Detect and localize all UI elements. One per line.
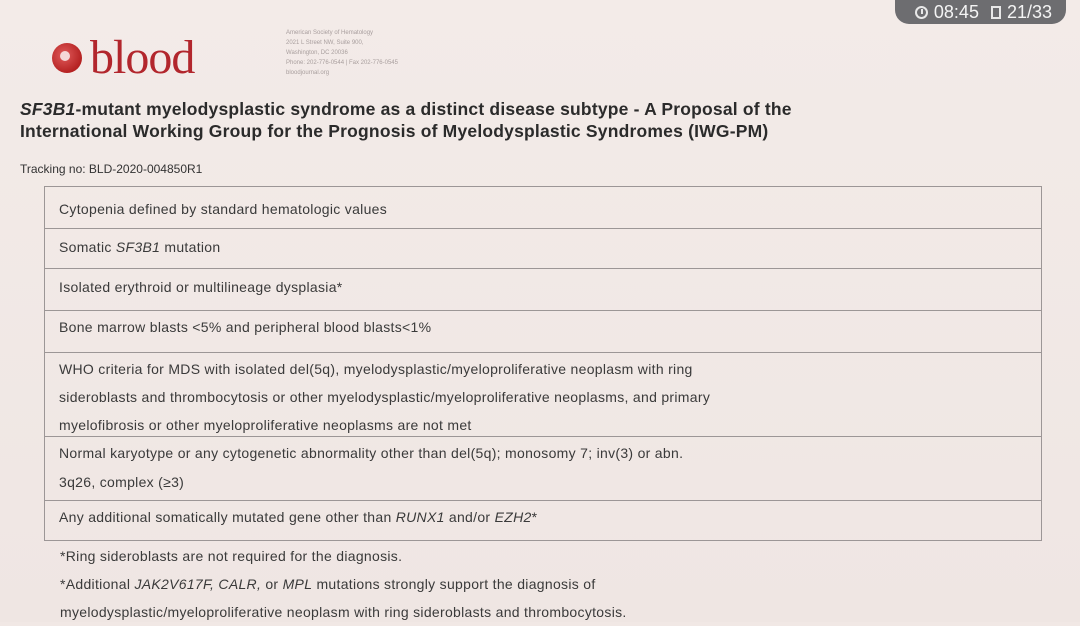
blood-journal-logo (52, 31, 195, 84)
publisher-line: 2021 L Street NW, Suite 900, (286, 40, 364, 46)
criterion-text: Isolated erythroid or multilineage dysplasia* (59, 279, 343, 295)
table-row (44, 311, 1042, 353)
publisher-line: bloodjournal.org (286, 70, 330, 76)
gene-name: JAK2V617F, CALR, (134, 576, 262, 592)
clock-icon (915, 6, 928, 19)
criterion-text: Cytopenia defined by standard hematologic values (59, 201, 388, 217)
footnote: *Ring sideroblasts are not required for the diagnosis. (60, 548, 403, 564)
table-row (44, 269, 1042, 311)
page-counter: 21/33 (1006, 1, 1052, 22)
footnote-text: or (261, 576, 283, 592)
criterion-text: myelofibrosis or other myeloproliferative neoplasms are not met (59, 417, 472, 433)
table-row (44, 353, 1042, 437)
criterion-text: WHO criteria for MDS with isolated del(5q), myelodysplastic/myeloproliferative neoplasm with ring (59, 361, 693, 377)
footnote-text: mutations strongly support the diagnosis of (312, 576, 596, 592)
gene-name: EZH2 (494, 509, 532, 525)
page-icon (991, 6, 1001, 19)
table-row (44, 501, 1042, 541)
table-row (44, 437, 1042, 501)
criterion-text: Any additional somatically mutated gene other than (59, 509, 396, 525)
table-row (44, 187, 1042, 229)
criterion-text: * (531, 509, 538, 525)
footnote-text: *Additional (60, 576, 135, 592)
criterion-text: 3q26, complex (≥3) (59, 474, 185, 490)
publisher-line: Washington, DC 20036 (286, 50, 348, 56)
title-line2: International Working Group for the Prognosis of Myelodysplastic Syndromes (IWG-PM) (20, 121, 769, 141)
footnotes (60, 542, 1020, 626)
criterion-text: and/or (444, 509, 495, 525)
publisher-line: American Society of Hematology (286, 30, 374, 36)
gene-name: RUNX1 (395, 509, 445, 525)
criterion-text: Normal karyotype or any cytogenetic abnormality other than del(5q); monosomy 7; inv(3) or abn. (59, 445, 684, 461)
gene-name: MPL (282, 576, 313, 592)
elapsed-time: 08:45 (933, 1, 979, 22)
publisher-line: Phone: 202-776-0544 | Fax 202-776-0545 (286, 60, 398, 66)
criterion-text: Somatic (59, 239, 116, 255)
tracking-number: Tracking no: BLD-2020-004850R1 (20, 162, 203, 176)
title-line1: -mutant myelodysplastic syndrome as a distinct disease subtype - A Proposal of the (75, 99, 792, 119)
blood-drop-icon (52, 43, 82, 73)
criterion-text: sideroblasts and thrombocytosis or other myelodysplastic/myeloproliferative neoplasms, and primary (59, 389, 711, 405)
logo-text: blood (90, 31, 195, 84)
document-title (20, 98, 1070, 142)
table-row (44, 229, 1042, 269)
footnote (60, 570, 1020, 598)
criterion-text: mutation (160, 239, 221, 255)
title-gene: SF3B1 (20, 99, 76, 119)
criterion-text: Bone marrow blasts <5% and peripheral blood blasts<1% (59, 319, 432, 335)
footnote: myelodysplastic/myeloproliferative neoplasm with ring sideroblasts and thrombocytosis. (60, 604, 627, 620)
publisher-address (286, 28, 516, 78)
criteria-table (44, 186, 1042, 541)
presentation-status-bar (895, 0, 1066, 24)
gene-name: SF3B1 (115, 239, 161, 255)
